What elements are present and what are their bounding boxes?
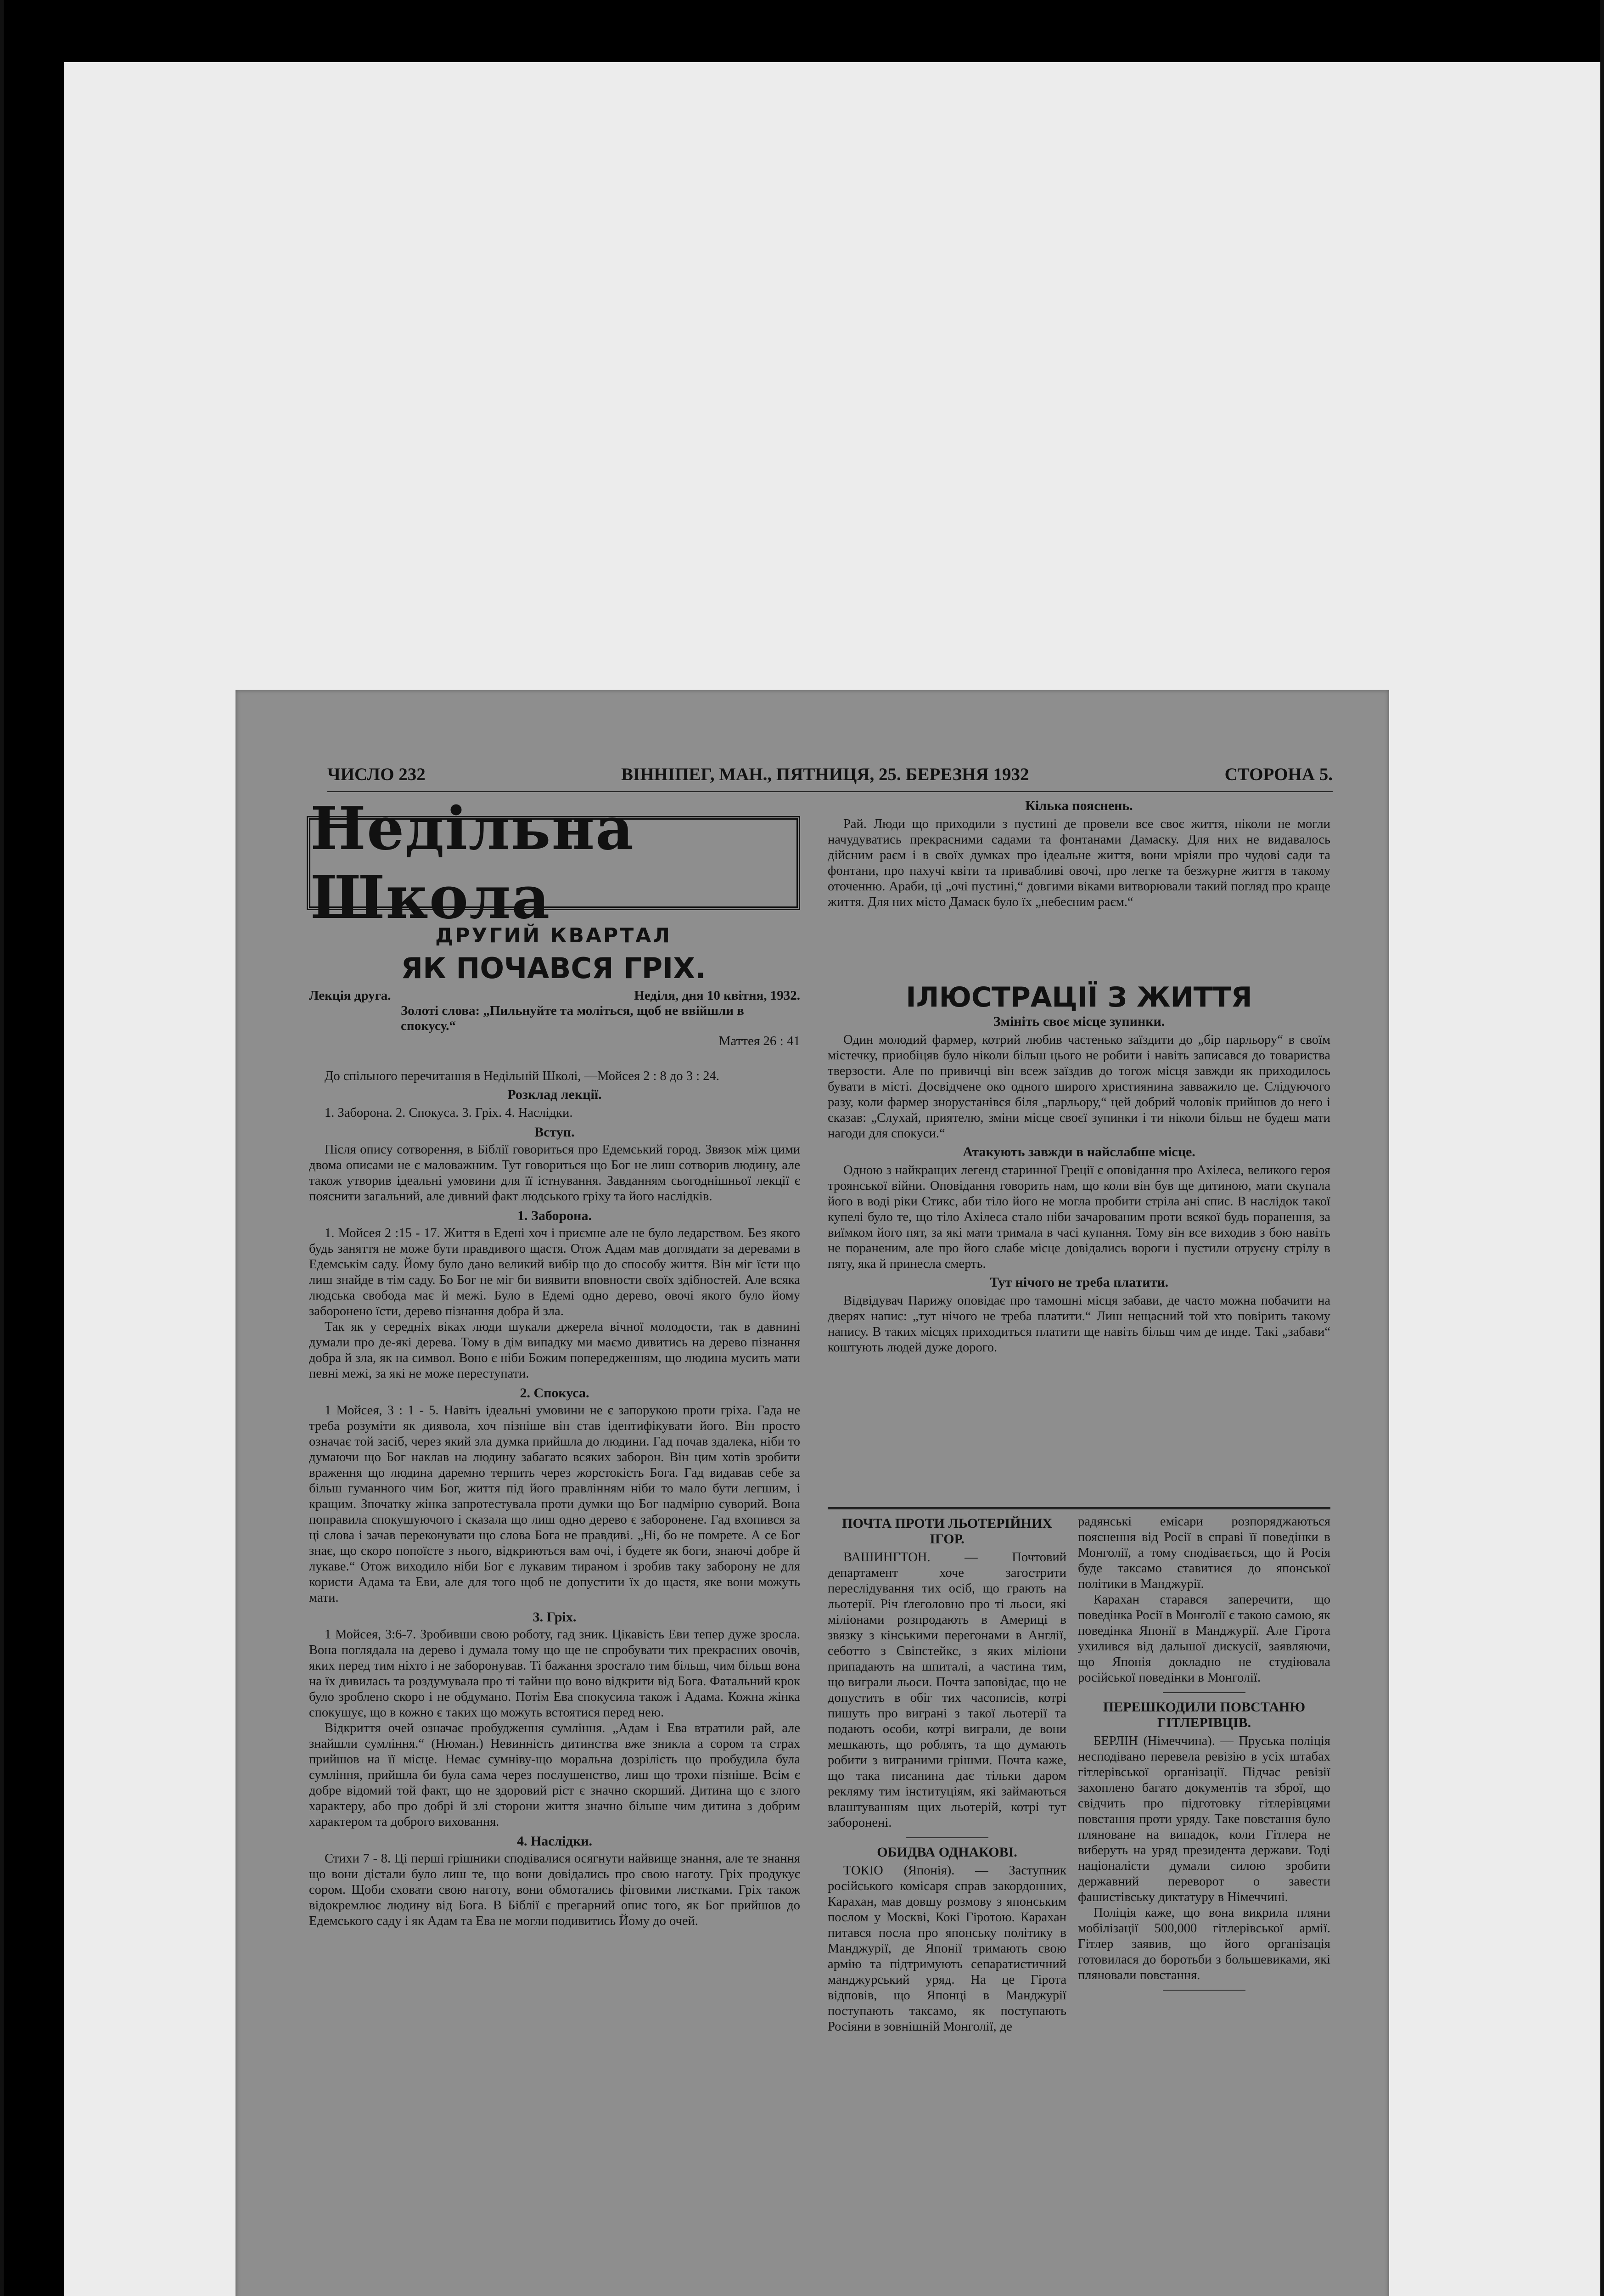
- article-divider: [1163, 1990, 1245, 1991]
- news-headline-lottery: ПОЧТА ПРОТИ ЛЬОТЕРІЙНИХ ІГОР.: [842, 1516, 1052, 1547]
- news-headline-equal: ОБИДВА ОДНАКОВІ.: [877, 1845, 1017, 1860]
- lesson-number: Лекція друга.: [309, 988, 391, 1003]
- lesson-date: Неділя, дня 10 квітня, 1932.: [634, 988, 800, 1003]
- explanations-heading: Кілька пояснень.: [1025, 798, 1133, 813]
- illustration-heading: Тут нічого не треба платити.: [989, 1275, 1169, 1290]
- section-heading-prohibition: 1. Заборона.: [517, 1208, 592, 1223]
- dateline: ВІННІПЕГ, МАН., ПЯТНИЦЯ, 25. БЕРЕЗНЯ 1932: [621, 765, 1029, 784]
- section-heading-consequences: 4. Наслідки.: [516, 1834, 593, 1849]
- paragraph: 1 Мойсея, 3:6-7. Зробивши свою роботу, гад зник. Цікавість Еви тепер дуже зросла. Вона поглядала на дерево і думала тому що ще не спробувати тих прекрасних овочів, яких перед тим ніхто і не заборонував. Ті бажання зростало тим більш, чим більш вона на їх дивилась та роздумувала про ті тайни що воно відкрити від Бога. Фатальний крок було зроблено скоро і не обдумано. Потім Ева спокусила також і Адама. Кожна жінка спокушує, що в кожно є таких що можуть встоятися перед нею.: [309, 1627, 800, 1720]
- lesson-title: ЯК ПОЧАВСЯ ГРІХ.: [401, 951, 706, 985]
- news-column-right: [1078, 1514, 1330, 1997]
- intro-heading: Вступ.: [534, 1125, 575, 1140]
- explanation-paragraph: Рай. Люди що приходили з пустині де провели все своє життя, ніколи не могли начудуватись прекрасними садами та фонтанами Дамаску. Для них не видавалось дійсним раєм і в своїх думках про ідеальне життя, вони мріяли про чудові сади та фонтани, про пахучі квіти та привабливі овочі, про легке та безжурне життя в такому оточенню. Араби, ці „очі пустині,“ довгими віками витворювали такий погляд про краще життя. Для них місто Дамаск було їх „небесним раєм.“: [828, 817, 1330, 909]
- news-article: ТОКІО (Японія). — Заступник російського комісаря справ закордонних, Карахан, мав довшу розмову з японським послом у Москві, Кокі Гіротою. Карахан питався посла про японську політику в Манджурії, де Японії тримають свою армію та підтримують сепаратистичний манджурський уряд. На це Гірота відповів, що Японці в Манджурії поступають таксамо, як поступають Росіяни в зовнішній Монголії, де: [828, 1863, 1066, 2034]
- page-number: СТОРОНА 5.: [1224, 765, 1333, 784]
- intro-paragraph: Після опису сотворення, в Біблії говориться про Едемський город. Звязок між цими двома описами не є маловажним. Тут говориться що Бог не лиш сотворив людину, але також утворив ідеальні умовини для її істнування. Завданням сьогоднішньої лекції є пояснити загальний, але дивний факт людського гріху та його наслідків.: [309, 1142, 800, 1204]
- news-article: БЕРЛІН (Німеччина). — Пруська поліція несподівано перевела ревізію в усіх штабах гітлерівської організації. Підчас ревізії захоплено багато документів та зброї, що свідчить про підготовку гітлерівцями повстання проти уряду. Таке повстання було пляноване на випадок, коли Гітлера не виберуть на уряд президента держави. Тоді націоналісти думали силою зробити державний переворот о завести фашистівську диктатуру в Німеччині.: [1078, 1734, 1330, 1904]
- outline-heading: Розклад лекції.: [507, 1087, 602, 1102]
- illustration-heading: Змініть своє місце зупинки.: [993, 1014, 1165, 1029]
- illustrations-title: ІЛЮСТРАЦІЇ З ЖИТТЯ: [906, 981, 1252, 1013]
- news-column-left: [828, 1514, 1066, 2035]
- paragraph: Стихи 7 - 8. Ці перші грішники сподівалися осягнути найвище знання, але те знання що вони дістали було лиш те, що вони довідались про свою наготу. Гріх продукує сором. Щоби сховати свою наготу, вони обмотались фіговими листками. Гріх також відокремлює людину від Бога. В Біблії є прегарний опис того, як Бог прийшов до Едемського саду і як Адам та Ева не могли подивитись Йому до очей.: [309, 1851, 800, 1928]
- quarter-label: ДРУГИЙ КВАРТАЛ: [435, 924, 672, 947]
- paragraph: Один молодий фармер, котрий любив частенько заїздити до „бір парльору“ в своїм містечку, приобіцяв було ніколи більш цього не робити і навіть записався до товариства тверзости. Але по привичці він всеж заїздив до тогож місця завжди як приходилось бувати в місті. Досвідчене око одного широго християнина завважило це. Слідуючого разу, коли фармер знорустанівся біля „парльору,“ цей добрий чоловік прийшов до него і сказав: „Слухай, приятелю, зміни місце своєї зупинки і ти ніколи більш не будеш мати нагоди для спокуси.“: [828, 1033, 1330, 1141]
- reading-assignment: До спільного перечитання в Недільній Школі, —Мойсея 2 : 8 до 3 : 24.: [325, 1069, 719, 1083]
- paragraph: Відкриття очей означає пробудження сумління. „Адам і Ева втратили рай, але знайшли сумління.“ (Нюман.) Невинність дитинства вже зникла а сором та страх прийшов на її місце. Немає сумніву-що моральна дозрілість що пробудила була сумління, прийшла би була сама через послушенство, лиш що трохи пізніше. Всім є добре відомий той факт, що не здоровий ріст є значно скорший. Дитина що є злого характеру, або про добрі й злі сторони життя значно більше чим дитина з добрим характером та доброго виховання.: [309, 1721, 800, 1829]
- section-heading-temptation: 2. Спокуса.: [520, 1385, 589, 1401]
- lesson-meta: [309, 988, 800, 1049]
- paragraph: Одною з найкращих легенд старинної Греції є оповідання про Ахілеса, великого героя троянської війни. Оповідання говорить нам, що коли він був ще дитиною, мати скупала його в воді ріки Стикс, аби тіло його не могла пробити стріла ані спис. В наслідок такої купелі було те, що тіло Ахілеса стало ніби зачарованим проти всякої будь поранення, за виїмком його пят, за які мати тримала в часі купання. Тому він все виходив з бою навіть не пораненим, але про його слабе місце довідались вороги і пустили отруєну стрілу в пяту, яка й принесла смерть.: [828, 1163, 1330, 1271]
- golden-words: Золоті слова: „Пильнуйте та моліться, щоб не ввійшли в спокусу.“: [401, 1003, 744, 1033]
- article-divider: [1163, 1692, 1245, 1693]
- paragraph: 1. Мойсея 2 :15 - 17. Життя в Едені хоч і приємне але не було ледарством. Без якого будь заняття не може бути правдивого щастя. Отож Адам мав доглядати за деревами в Едемськім саду. Йому було дано великий вибір що до способу життя. Він міг їсти що лиш знайде в тім саду. Бо Бог не міг би виявити вповности своїх здібностей. Але всяка людська свобода має й межі. Було в Едемі одно дерево, овочі якого було йому заборонено їсти, дерево пізнання добра й зла.: [309, 1226, 800, 1318]
- paragraph: Відвідувач Парижу оповідає про тамошні місця забави, де часто можна побачити на дверях напис: „тут нічого не треба платити.“ Лиш нещасний той хто повірить такому напису. В таких місцях приходиться платити ще навіть більш чим де инде. Такі „забави“ коштують людей дуже дорого.: [828, 1294, 1330, 1355]
- news-article-continued: Карахан старався заперечити, що поведінка Росії в Монголії є такою самою, як поведінка Японії в Манджурії. Але Гірота ухилився від дальшої дискусії, заявляючи, що Японія докладно не студіювала російської поведінки в Монголії.: [1078, 1593, 1330, 1685]
- header-rule: [327, 791, 1333, 792]
- paragraph: 1 Мойсея, 3 : 1 - 5. Навіть ідеальні умовини не є запорукою проти гріха. Гада не треба розуміти як диявола, хоч пізніше він став ідентифікувати його. Він просто означає той засіб, через який зла думка прийшла до людини. Гад почав здалека, ніби то думаючи що Бог наклав на людину забагато всяких заборон. Він цим хотів зробити враження що людина даремно терпить через жорстокість Бога. Гад видавав себе за більш гуманного чим Бог, життя під його правлінням ніби то мало бути легшим, і кращим. Зпочатку жінка запротестувала проти думки що Бог надмірно суворий. Вона поправила спокушуючого і сказала що лиш одно дерево є заборонене. Гад вхопився за ці слова і зачав переконувати що слова Бога не правдиві. „Ні, бо не помрете. А се Бог знає, що скоро попоїсте з нього, відкриються вам очі, і будете як боги, знаючі добре й лукаве.“ Отож виходило ніби Бог є лукавим тираном і зробив таку заборону не для користи Адама та Еви, але для того щоб не допустити їх до щастя, яке вони можуть мати.: [309, 1403, 800, 1605]
- golden-words-reference: Маттея 26 : 41: [718, 1034, 800, 1048]
- film-edge-left: [0, 0, 4, 2296]
- illustration-heading: Атакують завжди в найслабше місце.: [963, 1144, 1195, 1159]
- film-edge-right: [1600, 0, 1604, 2296]
- newspaper-page: [236, 690, 1389, 2296]
- explanations-column: [828, 795, 1330, 910]
- masthead-title: Недільна Школа: [310, 794, 635, 932]
- issue-number: ЧИСЛО 232: [327, 765, 426, 784]
- section-masthead: [307, 794, 800, 932]
- lesson-column: [309, 1069, 800, 1929]
- news-article: ВАШИНГТОН. — Почтовий департамент хоче загострити переслідування тих осіб, що грають на льотерії. Річ ґлеголовно про ті льоси, які міліонами розпродають в Америці в звязку з кінськими перегонами в Англії, себотто з Свіпстейкс, з яких міліони припадають на шпиталі, а частина тим, що виграли льоси. Почта заповідає, що не допустить в обіг тих часописів, котрі пишуть про виграні з такої льотерії та подають особи, котрі виграли, де вони мешкають, що роблять, та що думають робити з виграними грішми. Почта каже, що така писанина дає тільки даром рекляму тим інституціям, які займаються влаштуванням щих льотерій, котрі тут заборонені.: [828, 1550, 1066, 1830]
- news-headline-berlin: ПЕРЕШКОДИЛИ ПОВСТАНЮ ГІТЛЕРІВЦІВ.: [1103, 1699, 1306, 1730]
- section-divider: [828, 1507, 1330, 1509]
- article-divider: [906, 1837, 988, 1838]
- outline-list: 1. Заборона. 2. Спокуса. 3. Гріх. 4. Наслідки.: [325, 1106, 573, 1120]
- news-article: Поліція каже, що вона викрила пляни мобілізації 500,000 гітлерівської армії. Гітлер заявив, що його організація готовилася до боротьби з большевиками, які пляновали повстання.: [1078, 1906, 1330, 1982]
- page-header: [327, 764, 1333, 789]
- illustrations-column: [828, 1011, 1330, 1356]
- news-article-continued: радянські емісари розпоряджаються пояснення від Росії в справі її поведінки в Монголії, а тому сподівається, що й Росія буде таксамо ставитися до японської політики в Манджурії.: [1078, 1514, 1330, 1591]
- section-heading-sin: 3. Гріх.: [533, 1609, 577, 1625]
- paragraph: Так як у середніх віках люди шукали джерела вічної молодости, так в давнині думали про де-які дерева. Тому в дім випадку ми маємо дивитись на дерево пізнання добра й зла, як на символ. Воно є ніби Божим попередженням, що людина мусить мати певні межі, за які не може переступати.: [309, 1320, 800, 1381]
